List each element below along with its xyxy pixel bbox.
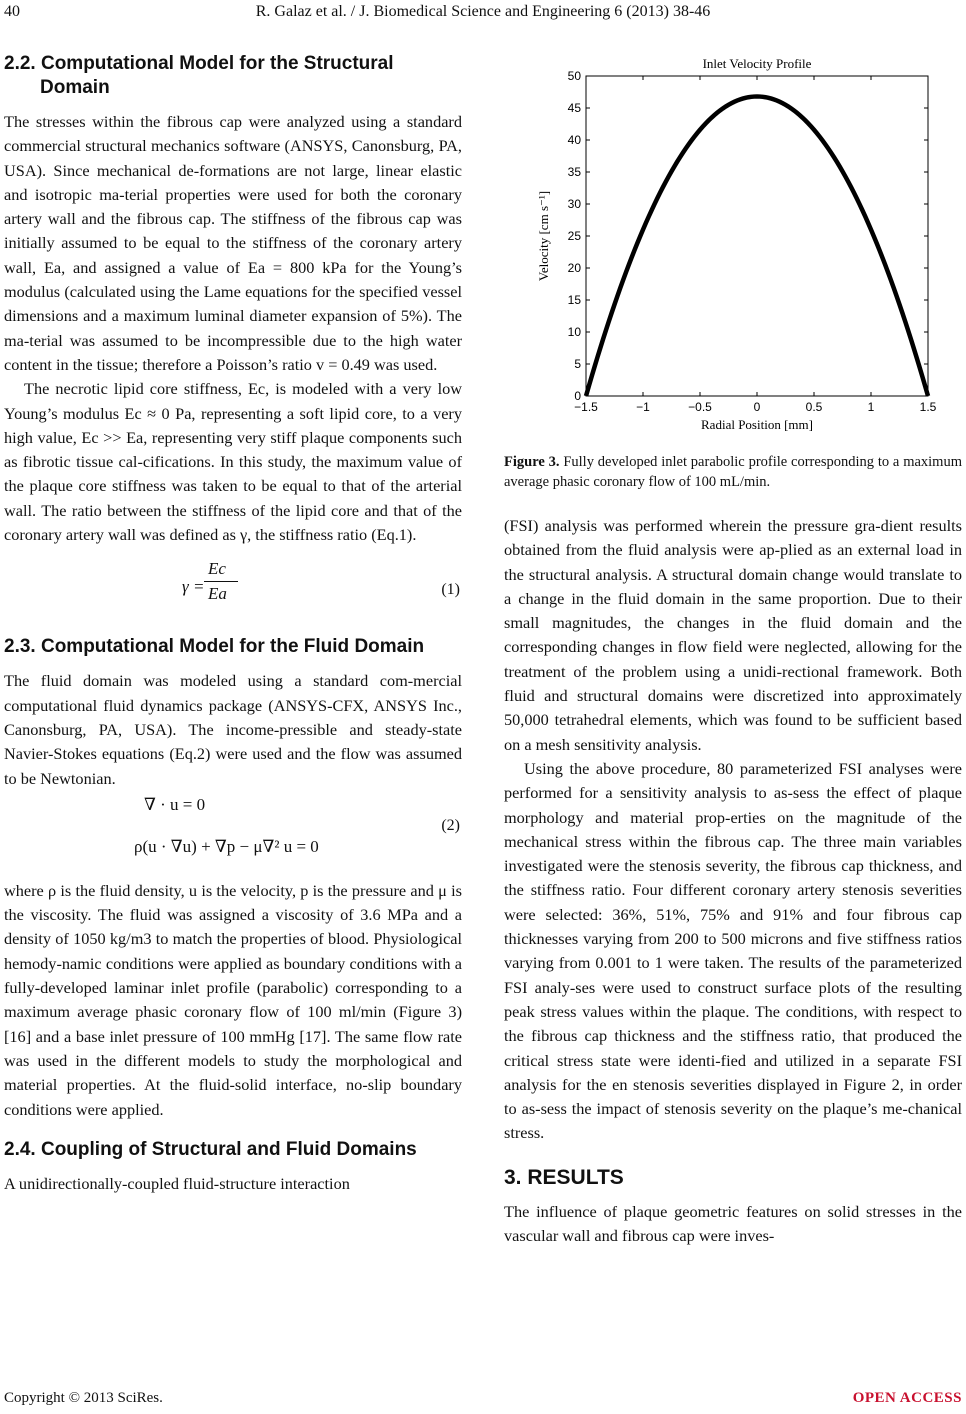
x-tick-label: −1.5 (574, 400, 598, 414)
right-paragraph-2: Using the above procedure, 80 parameterized FSI analyses were performed for a sensitivity analysis to as-sess the effect of plaque morphology and material prop-erties on the magnitude of the mechanical stress within the fibrous cap. The three main variables investigated were the stenosis severity, the fibrous cap thickness, and the stiffness ratio. Four different coronary artery stenosis severities were selected: 36%, 51%, 75% and 91% and four fibrous cap thicknesses varying from 200 to 500 microns and five stiffness ratios varying from 0.001 to 1 were taken. The results of the parameterized FSI analy-ses were used to construct surface plots of the resulting peak stress values within the plaque. The conditions, with respect to the fibrous cap thickness and the stiffness ratio, that produced the critical stress state were identi-fied and utilized in a separate FSI analysis for the en stenosis severities displayed in Figure 2, in order to as-sess the impact of stenosis severity on the plaque’s me-chanical stress. (504, 758, 962, 1143)
y-tick-label: 50 (567, 69, 581, 83)
y-tick-label: 40 (567, 133, 581, 147)
y-tick-label: 0 (574, 389, 581, 403)
right-paragraph-1: (FSI) analysis was performed wherein the pressure gra-dient results obtained from the fluid analysis were ap-plied as an external load in the structural analysis. A structural domain change would translate to a change in the fluid domain in the same proportion. Due to their small magnitudes, the changes in the fluid domain and the corresponding changes in flow field were neglected, allowing for the treatment of the problem using a unidi-rectional framework. Both fluid and structural domains were discretized into approximately 50,000 tetrahedral elements, which was found to be sufficient based on a mesh sensitivity analysis. (504, 516, 962, 754)
page-header (0, 0, 966, 34)
equation-2-label: (2) (441, 816, 460, 834)
y-axis-label: Velocity [cm s⁻¹] (536, 190, 551, 282)
open-access-label: OPEN ACCESS (852, 1390, 962, 1406)
x-tick-label: 0 (753, 400, 761, 414)
section-2-2-title: 2.2. Computational Model for the Structural Domain (4, 53, 394, 98)
x-tick-label: 1.5 (919, 400, 937, 414)
section-2-4-paragraph-1: A unidirectionally-coupled fluid-structure interaction (4, 1173, 350, 1193)
x-tick-label: −0.5 (688, 400, 712, 414)
equation-1-label: (1) (441, 581, 460, 599)
y-tick-label: 35 (567, 165, 581, 179)
x-tick-label: 0.5 (805, 400, 823, 414)
y-tick-label: 30 (567, 197, 581, 211)
section-3-paragraph-1: The influence of plaque geometric features on solid stresses in the vascular wall and fibrous cap were inves- (504, 1201, 962, 1246)
x-tick-label: −1 (636, 400, 650, 414)
y-tick-label: 45 (567, 101, 581, 115)
section-2-2-paragraph-1: The stresses within the fibrous cap were analyzed using a standard commercial structural mechanics software (ANSYS, Canonsburg, PA, USA). Since mechanical de-formations are not large, linear elastic and isotropic ma-terial properties were used for both the coronary artery wall and the fibrous cap. The stiffness of the fibrous cap was initially assumed to be equal to the stiffness of the coronary artery wall, Ea, and assigned a value of Ea = 800 kPa for the Young’s modulus (calculated using the Lame equations for the specified vessel dimensions and a maximum luminal diameter expansion of 5%). The ma-terial was assumed to be incompressible due to the high water content in the tissue; therefore a Poisson’s ratio v = 0.49 was used. (4, 112, 462, 374)
page-number: 40 (4, 3, 20, 20)
x-tick-label: 1 (867, 400, 875, 414)
x-axis-label: Radial Position [mm] (701, 417, 813, 432)
copyright: Copyright © 2013 SciRes. (4, 1390, 163, 1406)
left-column (4, 52, 462, 1196)
y-tick-label: 20 (567, 261, 581, 275)
running-title: R. Galaz et al. / J. Biomedical Science and Engineering 6 (2013) 38-46 (255, 3, 711, 20)
figure-3-caption-label: Figure 3. (504, 454, 560, 470)
equation-1-numerator: Ec (208, 559, 226, 579)
equation-2-line-2: ρ(u · ∇u) + ∇p − μ∇² u = 0 (134, 836, 319, 856)
equation-2-line-1: ∇ · u = 0 (144, 794, 206, 814)
equation-1-lhs: γ = (182, 577, 205, 597)
section-2-3-paragraph-2: where ρ is the fluid density, u is the velocity, p is the pressure and μ is the viscosity. The fluid was assigned a viscosity of 3.6 MPa and a density of 1050 kg/m3 to match the properties of blood. Physiological hemody-namic conditions were applied as boundary conditions with a fully-developed laminar inlet profile (parabolic) corresponding to a maximum average phasic coronary flow of 100 ml/min (Figure 3) [16] and a base inlet pressure of 100 mmHg [17]. The same flow rate was used in the different models to study the morphological and material properties. At the fluid-solid interface, no-slip boundary conditions were applied. (4, 880, 462, 1119)
section-2-4-title: 2.4. Coupling of Structural and Fluid Domains (4, 1138, 417, 1160)
figure-3-caption-text: Fully developed inlet parabolic profile corresponding to a maximum average phasic coronary flow of 100 mL/min. (504, 454, 962, 490)
y-tick-label: 15 (567, 293, 581, 307)
section-2-3-paragraph-1: The fluid domain was modeled using a standard com-mercial computational fluid dynamics package (ANSYS-CFX, ANSYS Inc., Canonsburg, PA, USA). The income-pressible and steady-state Navier-Stokes equations (Eq.2) were used and the flow was assumed to be Newtonian. (4, 671, 462, 788)
section-2-3-title: 2.3. Computational Model for the Fluid Domain (4, 636, 425, 658)
velocity-profile-plot (504, 50, 962, 440)
chart-title: Inlet Velocity Profile (702, 56, 812, 71)
section-2-2-paragraph-2: The necrotic lipid core stiffness, Ec, is modeled with a very low Young’s modulus Ec ≈ 0 Pa, representing a soft lipid core, to a very high value, Ec >> Ea, representing very stiff plaque components such as fibrotic tissue cal-cifications. In this study, the maximum value of the plaque core stiffness was taken to be equal to that of the arterial wall. The ratio between the stiffness of the lipid core and that of the coronary artery wall was defined as γ, the stiffness ratio (Eq.1). (4, 379, 462, 545)
y-tick-label: 10 (567, 325, 581, 339)
figure-3-chart (504, 50, 962, 440)
section-3-title: 3. RESULTS (504, 1165, 624, 1189)
equation-1-denominator: Ea (208, 584, 227, 604)
figure-3-caption (504, 452, 962, 492)
y-tick-label: 25 (567, 229, 581, 243)
equation-1 (4, 553, 462, 629)
y-tick-label: 5 (574, 357, 581, 371)
right-column (504, 50, 962, 1248)
velocity-profile-line (586, 96, 928, 396)
equation-2 (4, 793, 462, 875)
plot-frame (586, 76, 928, 396)
